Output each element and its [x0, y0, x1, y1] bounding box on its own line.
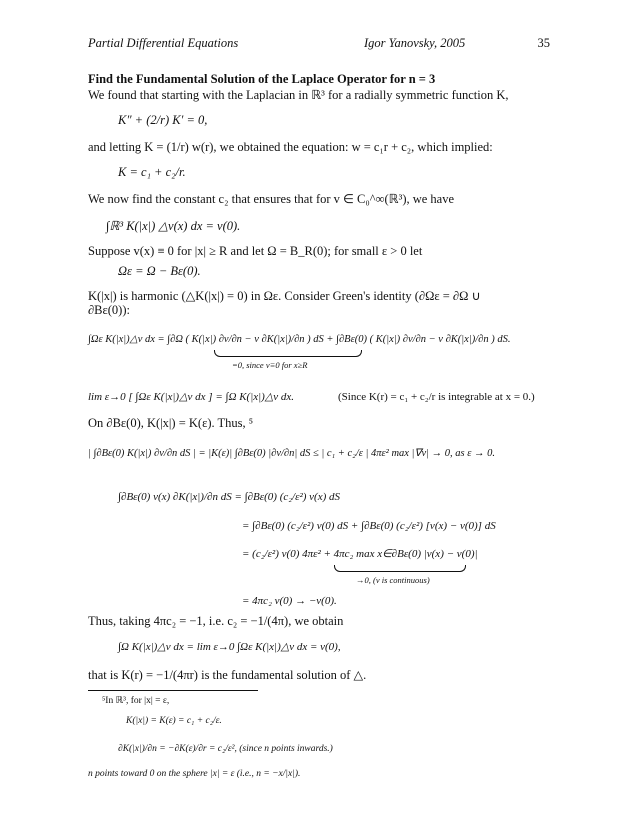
- underbrace-note: =0, since v≡0 for x≥R: [232, 360, 308, 370]
- footnote-rule: [88, 690, 258, 691]
- text-line: and letting K = (1/r) w(r), we obtained the equation: w = c₁r + c₂, which implied:: [88, 140, 493, 154]
- equation-line: ∫∂Bε(0) v(x) ∂K(|x|)/∂n dS = ∫∂Bε(0) (c₂/ε²) v(x) dS: [118, 491, 341, 503]
- footnote-equation: K(|x|) = K(ε) = c₁ + c₂/ε.: [126, 716, 222, 726]
- equation: K″ + (2/r) K′ = 0,: [118, 113, 208, 127]
- equation-limit: lim ε→0 [ ∫Ωε K(|x|)△v dx ] = ∫Ω K(|x|)△v dx.: [88, 391, 295, 403]
- text-line: We now find the constant c₂ that ensures that for v ∈ C₀^∞(ℝ³), we have: [88, 192, 455, 206]
- equation-line: = ∫∂Bε(0) (c₂/ε²) v(0) dS + ∫∂Bε(0) (c₂/ε²) [v(x) − v(0)] dS: [242, 520, 496, 532]
- page-number: 35: [537, 36, 550, 50]
- text-line: Thus, taking 4πc₂ = −1, i.e. c₂ = −1/(4π), we obtain: [88, 614, 344, 628]
- header-author-year: Igor Yanovsky, 2005: [364, 36, 466, 50]
- header-course-title: Partial Differential Equations: [88, 36, 239, 50]
- footnote-line: ⁵In ℝ³, for |x| = ε,: [102, 696, 170, 706]
- section-title: Find the Fundamental Solution of the Laplace Operator for n = 3: [88, 72, 436, 86]
- text-line: ∂Bε(0)):: [88, 303, 130, 317]
- equation: ∫Ω K(|x|)△v dx = lim ε→0 ∫Ωε K(|x|)△v dx = v(0),: [118, 641, 341, 653]
- equation-line: = (c₂/ε²) v(0) 4πε² + 4πc₂ max x∈∂Bε(0) |v(x) − v(0)|: [242, 548, 478, 560]
- footnote-line: n points toward 0 on the sphere |x| = ε (i.e., n = −x/|x|).: [88, 769, 301, 779]
- underbrace: [214, 350, 362, 357]
- footnote-equation: ∂K(|x|)/∂n = −∂K(ε)/∂r = c₂/ε², (since n points inwards.): [118, 744, 333, 754]
- underbrace: [334, 565, 466, 572]
- text-line: that is K(r) = −1/(4πr) is the fundamental solution of △.: [88, 668, 367, 682]
- equation: ∫ℝ³ K(|x|) △v(x) dx = v(0).: [106, 219, 241, 233]
- equation: Ωε = Ω − Bε(0).: [118, 264, 201, 278]
- equation-estimate: | ∫∂Bε(0) K(|x|) ∂v/∂n dS | = |K(ε)| ∫∂Bε(0) |∂v/∂n| dS ≤ | c₁ + c₂/ε | 4πε² max |∇v| → 0, as ε → 0.: [88, 448, 495, 459]
- equation-green-identity: ∫Ωε K(|x|)△v dx = ∫∂Ω ( K(|x|) ∂v/∂n − v ∂K(|x|)/∂n ) dS + ∫∂Bε(0) ( K(|x|) ∂v/∂n − v ∂K(|x|)/∂n ) dS.: [88, 334, 511, 345]
- text-line: K(|x|) is harmonic (△K(|x|) = 0) in Ωε. Consider Green's identity (∂Ωε = ∂Ω ∪: [88, 289, 481, 303]
- text-line: On ∂Bε(0), K(|x|) = K(ε). Thus, ⁵: [88, 416, 254, 430]
- equation-line: = 4πc₂ v(0) → −v(0).: [242, 595, 337, 607]
- running-header: [88, 36, 550, 52]
- equation-remark: (Since K(r) = c₁ + c₂/r is integrable at x = 0.): [338, 391, 535, 403]
- underbrace-note: →0, (v is continuous): [356, 575, 430, 585]
- text-line: Suppose v(x) ≡ 0 for |x| ≥ R and let Ω = B_R(0); for small ε > 0 let: [88, 244, 423, 258]
- text-line: We found that starting with the Laplacian in ℝ³ for a radially symmetric function K,: [88, 88, 509, 102]
- equation: K = c₁ + c₂/r.: [118, 165, 186, 179]
